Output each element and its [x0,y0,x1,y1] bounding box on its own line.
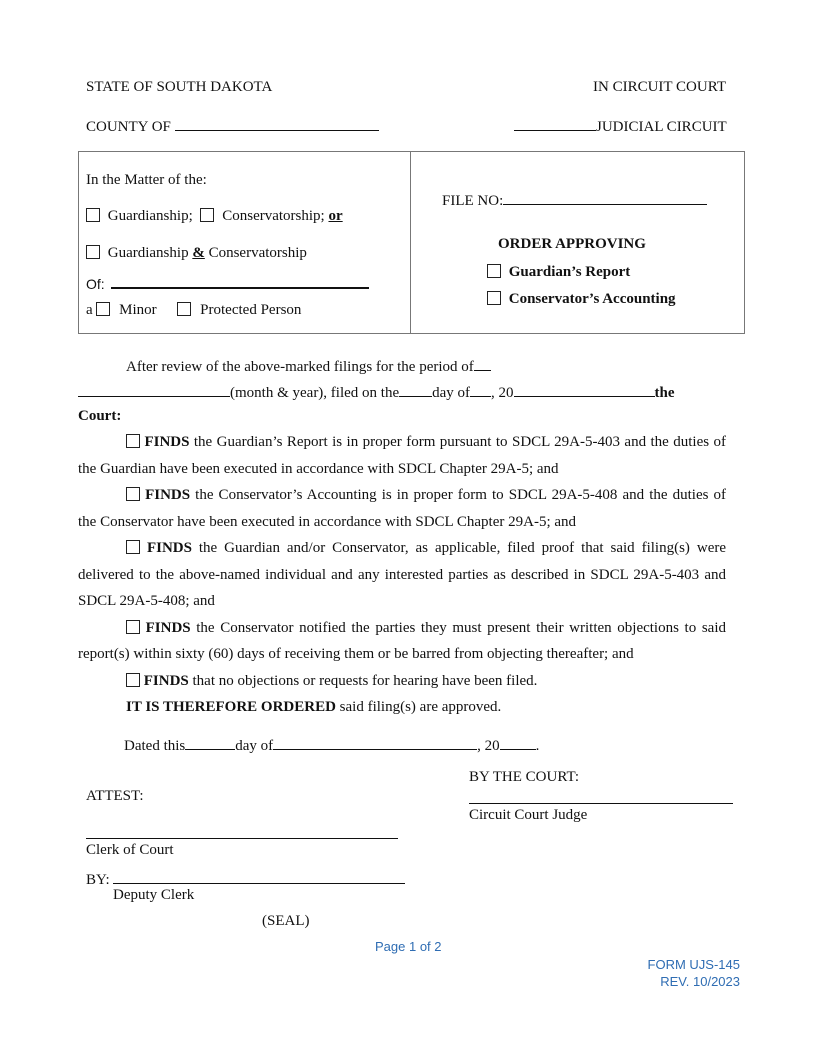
county-line [86,116,379,136]
or-label: or [328,208,343,224]
guardianship-label: Guardianship; [107,208,193,224]
seal-label: (SEAL) [262,913,310,929]
a-label: a [86,302,93,318]
conservators-accounting-row [487,291,676,308]
guardianship-checkbox[interactable] [86,208,100,222]
month-year-text: (month & year), filed on the [230,385,400,401]
file-no-label: FILE NO: [442,193,504,209]
county-blank[interactable] [175,116,379,131]
guardianship-label-2: Guardianship [107,245,189,261]
file-no-line [442,190,707,210]
protected-person-checkbox[interactable] [177,302,191,316]
dated-year-blank[interactable] [500,735,536,750]
circuit-label: JUDICIAL CIRCUIT [596,119,727,135]
form-number: FORM UJS-145 [647,957,740,972]
guardians-report-label: Guardian’s Report [508,264,631,280]
dated-this-text: Dated this [124,738,186,754]
conservators-accounting-label: Conservator’s Accounting [508,291,676,307]
finding-5 [78,668,726,695]
filed-month-blank[interactable] [470,382,491,397]
finding-1 [78,429,726,482]
dated-day-of-text: day of [235,738,274,754]
comma-20-text: , 20 [491,385,514,401]
finding-4-text: the Conservator notified the parties they must present their written objections to said report(s) within sixty (60) days of receiving them or be barred from objecting thereafter; and [78,619,726,662]
dated-end-text: . [535,738,540,754]
type-row-2 [86,245,307,262]
review-line-2 [78,382,675,402]
filed-day-blank[interactable] [399,382,432,397]
conservators-accounting-checkbox[interactable] [487,291,501,305]
clerk-signature-line[interactable] [86,838,398,839]
judge-signature-line[interactable] [469,803,733,804]
guardians-report-row [487,264,630,281]
ordered-bold: IT IS THEREFORE ORDERED [126,699,336,715]
finding-4 [78,615,726,668]
guardianship-conservatorship-checkbox[interactable] [86,245,100,259]
finding-2-checkbox[interactable] [126,487,140,501]
findings-section [78,429,726,721]
finding-2-text: the Conservator’s Accounting is in proper form to SDCL 29A-5-408 and the duties of the Conservator have been executed in accordance with SDCL Chapter 29A-5; and [78,487,727,530]
ordered-text: said filing(s) are approved. [335,699,502,715]
deputy-label: Deputy Clerk [113,887,195,903]
finding-1-checkbox[interactable] [126,434,140,448]
finding-3-checkbox[interactable] [126,540,140,554]
finds-label: FINDS [145,487,191,503]
review-line-1 [126,356,491,376]
dated-line [124,735,539,755]
of-line [86,273,369,292]
conservatorship-label-2: Conservatorship [208,245,307,261]
file-no-blank[interactable] [503,190,707,205]
finding-5-checkbox[interactable] [126,673,140,687]
page-number: Page 1 of 2 [375,939,442,954]
type-row-1 [86,208,343,225]
dated-day-blank[interactable] [185,735,235,750]
filed-year-blank[interactable] [514,382,655,397]
county-label: COUNTY OF [86,119,171,135]
ampersand-label: & [192,245,205,261]
finding-3-text: the Guardian and/or Conservator, as applicable, filed proof that said filing(s) were delivered to the above-named individual and any interested parties as described in SDCL 29A-5-403 and SDCL 29A-5-408; and [78,540,727,609]
minor-label: Minor [119,302,157,318]
court-heading: IN CIRCUIT COURT [593,79,726,95]
of-name-blank[interactable] [111,273,369,289]
by-label: BY: [86,872,110,888]
finding-1-text: the Guardian’s Report is in proper form pursuant to SDCL 29A-5-403 and the duties of the Guardian have been executed in accordance with SDCL Chapter 29A-5; and [78,434,727,477]
matter-label: In the Matter of the: [86,172,207,188]
finds-label: FINDS [145,619,191,636]
period-blank[interactable] [474,356,491,371]
deputy-signature-blank[interactable] [113,869,405,884]
finding-3 [78,535,726,615]
protected-person-label: Protected Person [200,302,302,318]
conservatorship-checkbox[interactable] [200,208,214,222]
review-start-text: After review of the above-marked filings for the period of [126,359,474,375]
clerk-label: Clerk of Court [86,842,174,858]
guardians-report-checkbox[interactable] [487,264,501,278]
finding-5-text: that no objections or requests for hearing have been filed. [188,672,538,689]
court-label: Court: [78,408,122,424]
dated-month-blank[interactable] [273,735,477,750]
attest-label: ATTEST: [86,788,144,804]
finds-label: FINDS [143,672,189,689]
revision-date: REV. 10/2023 [660,974,740,989]
conservatorship-label: Conservatorship; [222,208,325,224]
judge-label: Circuit Court Judge [469,807,588,823]
finding-2 [78,482,726,535]
order-title: ORDER APPROVING [498,236,646,252]
minor-checkbox[interactable] [96,302,110,316]
month-year-blank[interactable] [78,382,230,397]
dated-20-text: , 20 [477,738,500,754]
person-type-row [86,302,301,319]
by-line [86,869,405,889]
finds-label: FINDS [146,540,192,556]
order-statement [78,694,726,721]
day-of-text: day of [432,385,471,401]
state-heading: STATE OF SOUTH DAKOTA [86,79,273,95]
of-label: Of: [86,276,105,292]
finding-4-checkbox[interactable] [126,620,140,634]
circuit-blank[interactable] [514,116,596,131]
caption-divider [410,151,411,334]
by-the-court-label: BY THE COURT: [469,769,580,785]
the-text: the [654,385,675,401]
circuit-line [514,116,727,136]
finds-label: FINDS [144,434,190,450]
